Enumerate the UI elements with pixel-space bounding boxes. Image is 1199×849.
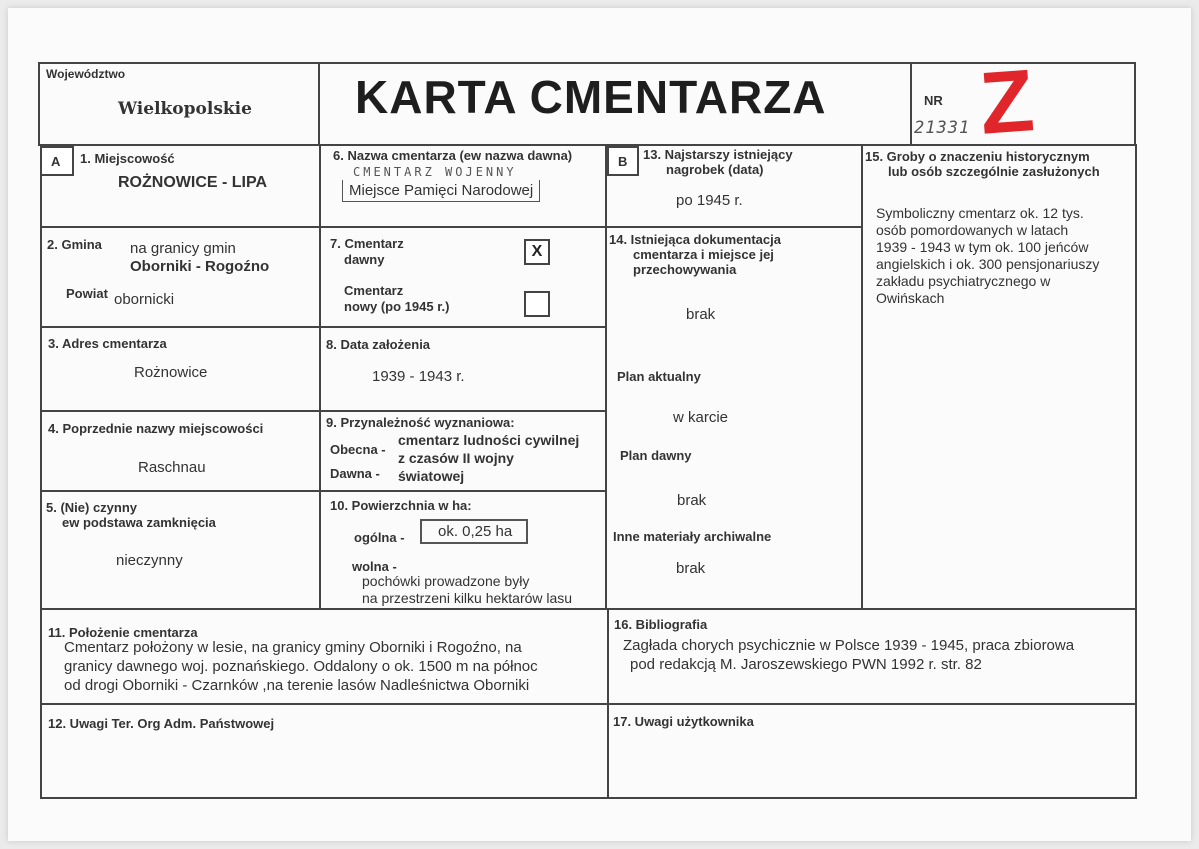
plan-dawny-label: Plan dawny: [620, 448, 692, 463]
obecna-label: Obecna -: [330, 442, 386, 457]
grid-hline-5: [40, 608, 1137, 610]
nazwa-cmentarza-value: Miejsce Pamięci Narodowej: [342, 180, 540, 202]
cmentarz-nowy-label-2: nowy (po 1945 r.): [344, 299, 450, 314]
header-divider-left: [318, 62, 320, 146]
czynny-value: nieczynny: [116, 552, 183, 569]
groby-label-1: 15. Groby o znaczeniu historycznym: [865, 149, 1090, 164]
nazwa-cmentarza-handwritten: CMENTARZ WOJENNY: [353, 165, 517, 179]
najstarszy-nagrobek-value: po 1945 r.: [676, 192, 743, 209]
polozenie-text-2: granicy dawnego woj. poznańskiego. Oddalony o ok. 1500 m na północ: [64, 658, 538, 675]
groby-text-3: 1939 - 1943 w tym ok. 100 jeńców: [876, 239, 1089, 255]
poprzednie-nazwy-label: 4. Poprzednie nazwy miejscowości: [48, 421, 264, 436]
cmentarz-nowy-checkbox[interactable]: [524, 291, 550, 317]
cmentarz-nowy-label-1: Cmentarz: [344, 283, 404, 298]
bibliografia-text-1: Zagłada chorych psychicznie w Polsce 1939 - 1945, praca zbiorowa: [623, 637, 1075, 654]
dokumentacja-label-2: cmentarza i miejsce jej: [633, 247, 774, 262]
nr-label: NR: [924, 93, 943, 108]
czynny-label-2: ew podstawa zamknięcia: [62, 515, 216, 530]
grid-hline-4: [40, 490, 606, 492]
grid-hline-6: [40, 703, 1137, 705]
polozenie-label: 11. Położenie cmentarza: [48, 625, 198, 640]
dawna-label: Dawna -: [330, 466, 380, 481]
plan-aktualny-label: Plan aktualny: [617, 369, 701, 384]
cmentarz-dawny-label-1: 7. Cmentarz: [330, 236, 404, 251]
groby-text-4: angielskich i ok. 300 pensjonariuszy: [876, 256, 1100, 272]
miejscowosc-value: ROŻNOWICE - LIPA: [118, 174, 268, 191]
groby-text-6: Owińskach: [876, 290, 945, 306]
gmina-value-2: Oborniki - Rogoźno: [130, 258, 270, 275]
grid-hline-1: [40, 226, 606, 228]
poprzednie-nazwy-value: Raschnau: [138, 459, 206, 476]
marker-b: B: [618, 154, 628, 169]
powierzchnia-label: 10. Powierzchnia w ha:: [330, 498, 472, 513]
page-title: KARTA CMENTARZA: [355, 71, 827, 123]
cmentarz-dawny-mark: X: [531, 243, 543, 260]
grid-vline-col2: [605, 144, 607, 610]
inne-materialy-value: brak: [676, 560, 706, 577]
plan-dawny-value: brak: [677, 492, 707, 509]
ogolna-value: ok. 0,25 ha: [420, 519, 528, 544]
przynaleznosc-value-2: z czasów II wojny: [398, 450, 514, 466]
nr-handwritten: 21331: [914, 118, 971, 138]
wojewodztwo-label: Województwo: [46, 67, 126, 81]
przynaleznosc-value-3: światowej: [398, 468, 465, 484]
marker-a: A: [51, 154, 61, 169]
groby-label-2: lub osób szczególnie zasłużonych: [888, 164, 1100, 179]
dokumentacja-label-3: przechowywania: [633, 262, 737, 277]
dokumentacja-value: brak: [686, 306, 716, 323]
data-zalozenia-value: 1939 - 1943 r.: [372, 368, 465, 385]
groby-text-2: osób pomordowanych w latach: [876, 222, 1069, 238]
grid-hline-2: [40, 326, 606, 328]
najstarszy-nagrobek-label-1: 13. Najstarszy istniejący: [643, 147, 793, 162]
czynny-label-1: 5. (Nie) czynny: [46, 500, 138, 515]
wolna-label: wolna -: [352, 559, 397, 574]
bibliografia-text-2: pod redakcją M. Jaroszewskiego PWN 1992 r. str. 82: [630, 656, 982, 673]
przynaleznosc-value-1: cmentarz ludności cywilnej: [398, 432, 580, 448]
powiat-value: obornicki: [114, 291, 175, 308]
nazwa-cmentarza-label: 6. Nazwa cmentarza (ew nazwa dawna): [333, 148, 573, 163]
grid-vline-col1: [319, 144, 321, 610]
cmentarz-dawny-checkbox[interactable]: [524, 239, 550, 265]
uwagi-uzytkownika-label: 17. Uwagi użytkownika: [613, 714, 754, 729]
adres-cmentarza-label: 3. Adres cmentarza: [48, 336, 167, 351]
cmentarz-dawny-label-2: dawny: [344, 252, 385, 267]
stamp-letter: Z: [976, 50, 1038, 153]
powiat-label: Powiat: [66, 286, 108, 301]
data-zalozenia-label: 8. Data założenia: [326, 337, 431, 352]
najstarszy-nagrobek-label-2: nagrobek (data): [666, 162, 764, 177]
plan-aktualny-value: w karcie: [673, 409, 729, 426]
grid-hline-col3: [605, 226, 863, 228]
miejscowosc-label: 1. Miejscowość: [80, 151, 175, 166]
gmina-label: 2. Gmina: [47, 237, 102, 252]
adres-cmentarza-value: Rożnowice: [134, 364, 208, 381]
uwagi-ter-org-label: 12. Uwagi Ter. Org Adm. Państwowej: [48, 716, 275, 731]
wojewodztwo-value: Wielkopolskie: [118, 99, 252, 119]
polozenie-text-1: Cmentarz położony w lesie, na granicy gminy Oborniki i Rogoźno, na: [64, 639, 522, 656]
ogolna-label: ogólna -: [354, 530, 405, 545]
przynaleznosc-label: 9. Przynależność wyznaniowa:: [326, 415, 515, 430]
dokumentacja-label-1: 14. Istniejąca dokumentacja: [609, 232, 781, 247]
polozenie-text-3: od drogi Oborniki - Czarnków ,na terenie lasów Nadleśnictwa Oborniki: [64, 677, 530, 694]
wolna-line-1: pochówki prowadzone były: [362, 573, 530, 589]
bibliografia-label: 16. Bibliografia: [614, 617, 708, 632]
header-divider-right: [910, 62, 912, 146]
wolna-line-2: na przestrzeni kilku hektarów lasu: [362, 590, 573, 606]
grid-vline-col3: [861, 144, 863, 610]
groby-text-5: zakładu psychiatrycznego w: [876, 273, 1051, 289]
gmina-value-1: na granicy gmin: [130, 240, 236, 257]
grid-hline-3: [40, 410, 606, 412]
groby-text-1: Symboliczny cmentarz ok. 12 tys.: [876, 205, 1084, 221]
inne-materialy-label: Inne materiały archiwalne: [613, 529, 772, 544]
